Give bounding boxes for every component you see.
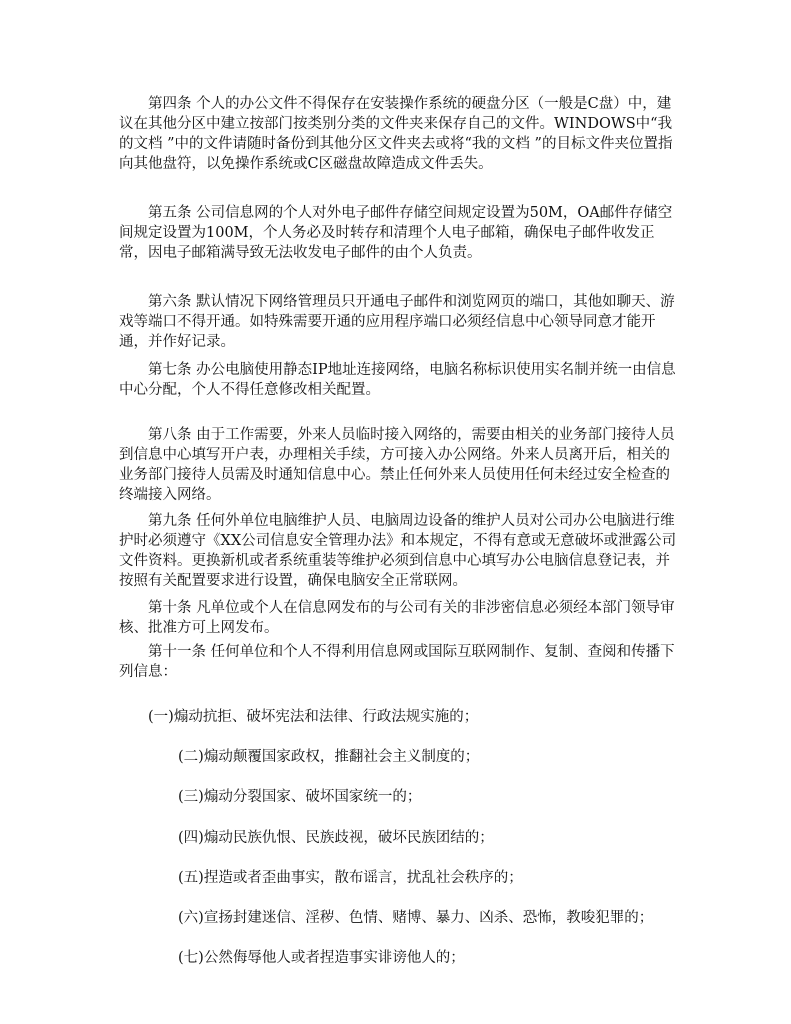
list-item-4: (四)煽动民族仇恨、民族歧视，破坏民族团结的； <box>178 830 494 846</box>
article-9: 第九条 任何外单位电脑维护人员、电脑周边设备的维护人员对公司办公电脑进行维护时必须遵守《XX公司信息安全管理办法》和本规定，不得有意或无意破坏或泄露公司文件资料。更换新机或者系统重装等维护必须到信息中心填写办公电脑信息登记表，并按照有关配置要求进行设置，确保电脑安全正常联网。 <box>119 513 677 589</box>
article-7: 第七条 办公电脑使用静态IP地址连接网络，电脑名称标识使用实名制并统一由信息中心分配，个人不得任意修改相关配置。 <box>119 362 676 398</box>
list-item-5: (五)捏造或者歪曲事实，散布谣言，扰乱社会秩序的； <box>178 870 523 886</box>
article-5: 第五条 公司信息网的个人对外电子邮件存储空间规定设置为50M，OA邮件存储空间规定设置为100M，个人务必及时转存和清理个人电子邮箱，确保电子邮件收发正常，因电子邮箱满导致无法收发电子邮件的由个人负责。 <box>119 205 673 261</box>
list-item-2: (二)煽动颠覆国家政权，推翻社会主义制度的； <box>178 749 480 765</box>
list-item-6: (六)宣扬封建迷信、淫秽、色情、赌博、暴力、凶杀、恐怖，教唆犯罪的； <box>178 910 654 926</box>
article-6: 第六条 默认情况下网络管理员只开通电子邮件和浏览网页的端口，其他如聊天、游戏等端口不得开通。如特殊需要开通的应用程序端口必须经信息中心领导同意才能开通，并作好记录。 <box>119 294 675 350</box>
article-10: 第十条 凡单位或个人在信息网发布的与公司有关的非涉密信息必须经本部门领导审核、批准方可上网发布。 <box>119 600 675 636</box>
article-4: 第四条 个人的办公文件不得保存在安装操作系统的硬盘分区（一般是C盘）中，建议在其他分区中建立按部门按类别分类的文件夹来保存自己的文件。WINDOWS中“我的文档 ”中的文件请随时备份到其他分区文件夹去或将“我的文档 ”的目标文件夹位置指向其他盘符，以免操作系统或C区磁盘故障造成文件丢失。 <box>119 96 673 172</box>
list-item-3: (三)煽动分裂国家、破坏国家统一的； <box>178 789 422 805</box>
list-item-1: (一)煽动抗拒、破坏宪法和法律、行政法规实施的； <box>148 709 479 725</box>
article-8: 第八条 由于工作需要，外来人员临时接入网络的，需要由相关的业务部门接待人员到信息中心填写开户表，办理相关手续，方可接入办公网络。外来人员离开后，相关的业务部门接待人员需及时通知信息中心。禁止任何外来人员使用任何未经过安全检查的终端接入网络。 <box>119 427 675 503</box>
list-item-7: (七)公然侮辱他人或者捏造事实诽谤他人的； <box>178 950 465 966</box>
article-11: 第十一条 任何单位和个人不得利用信息网或国际互联网制作、复制、查阅和传播下列信息： <box>119 644 675 680</box>
